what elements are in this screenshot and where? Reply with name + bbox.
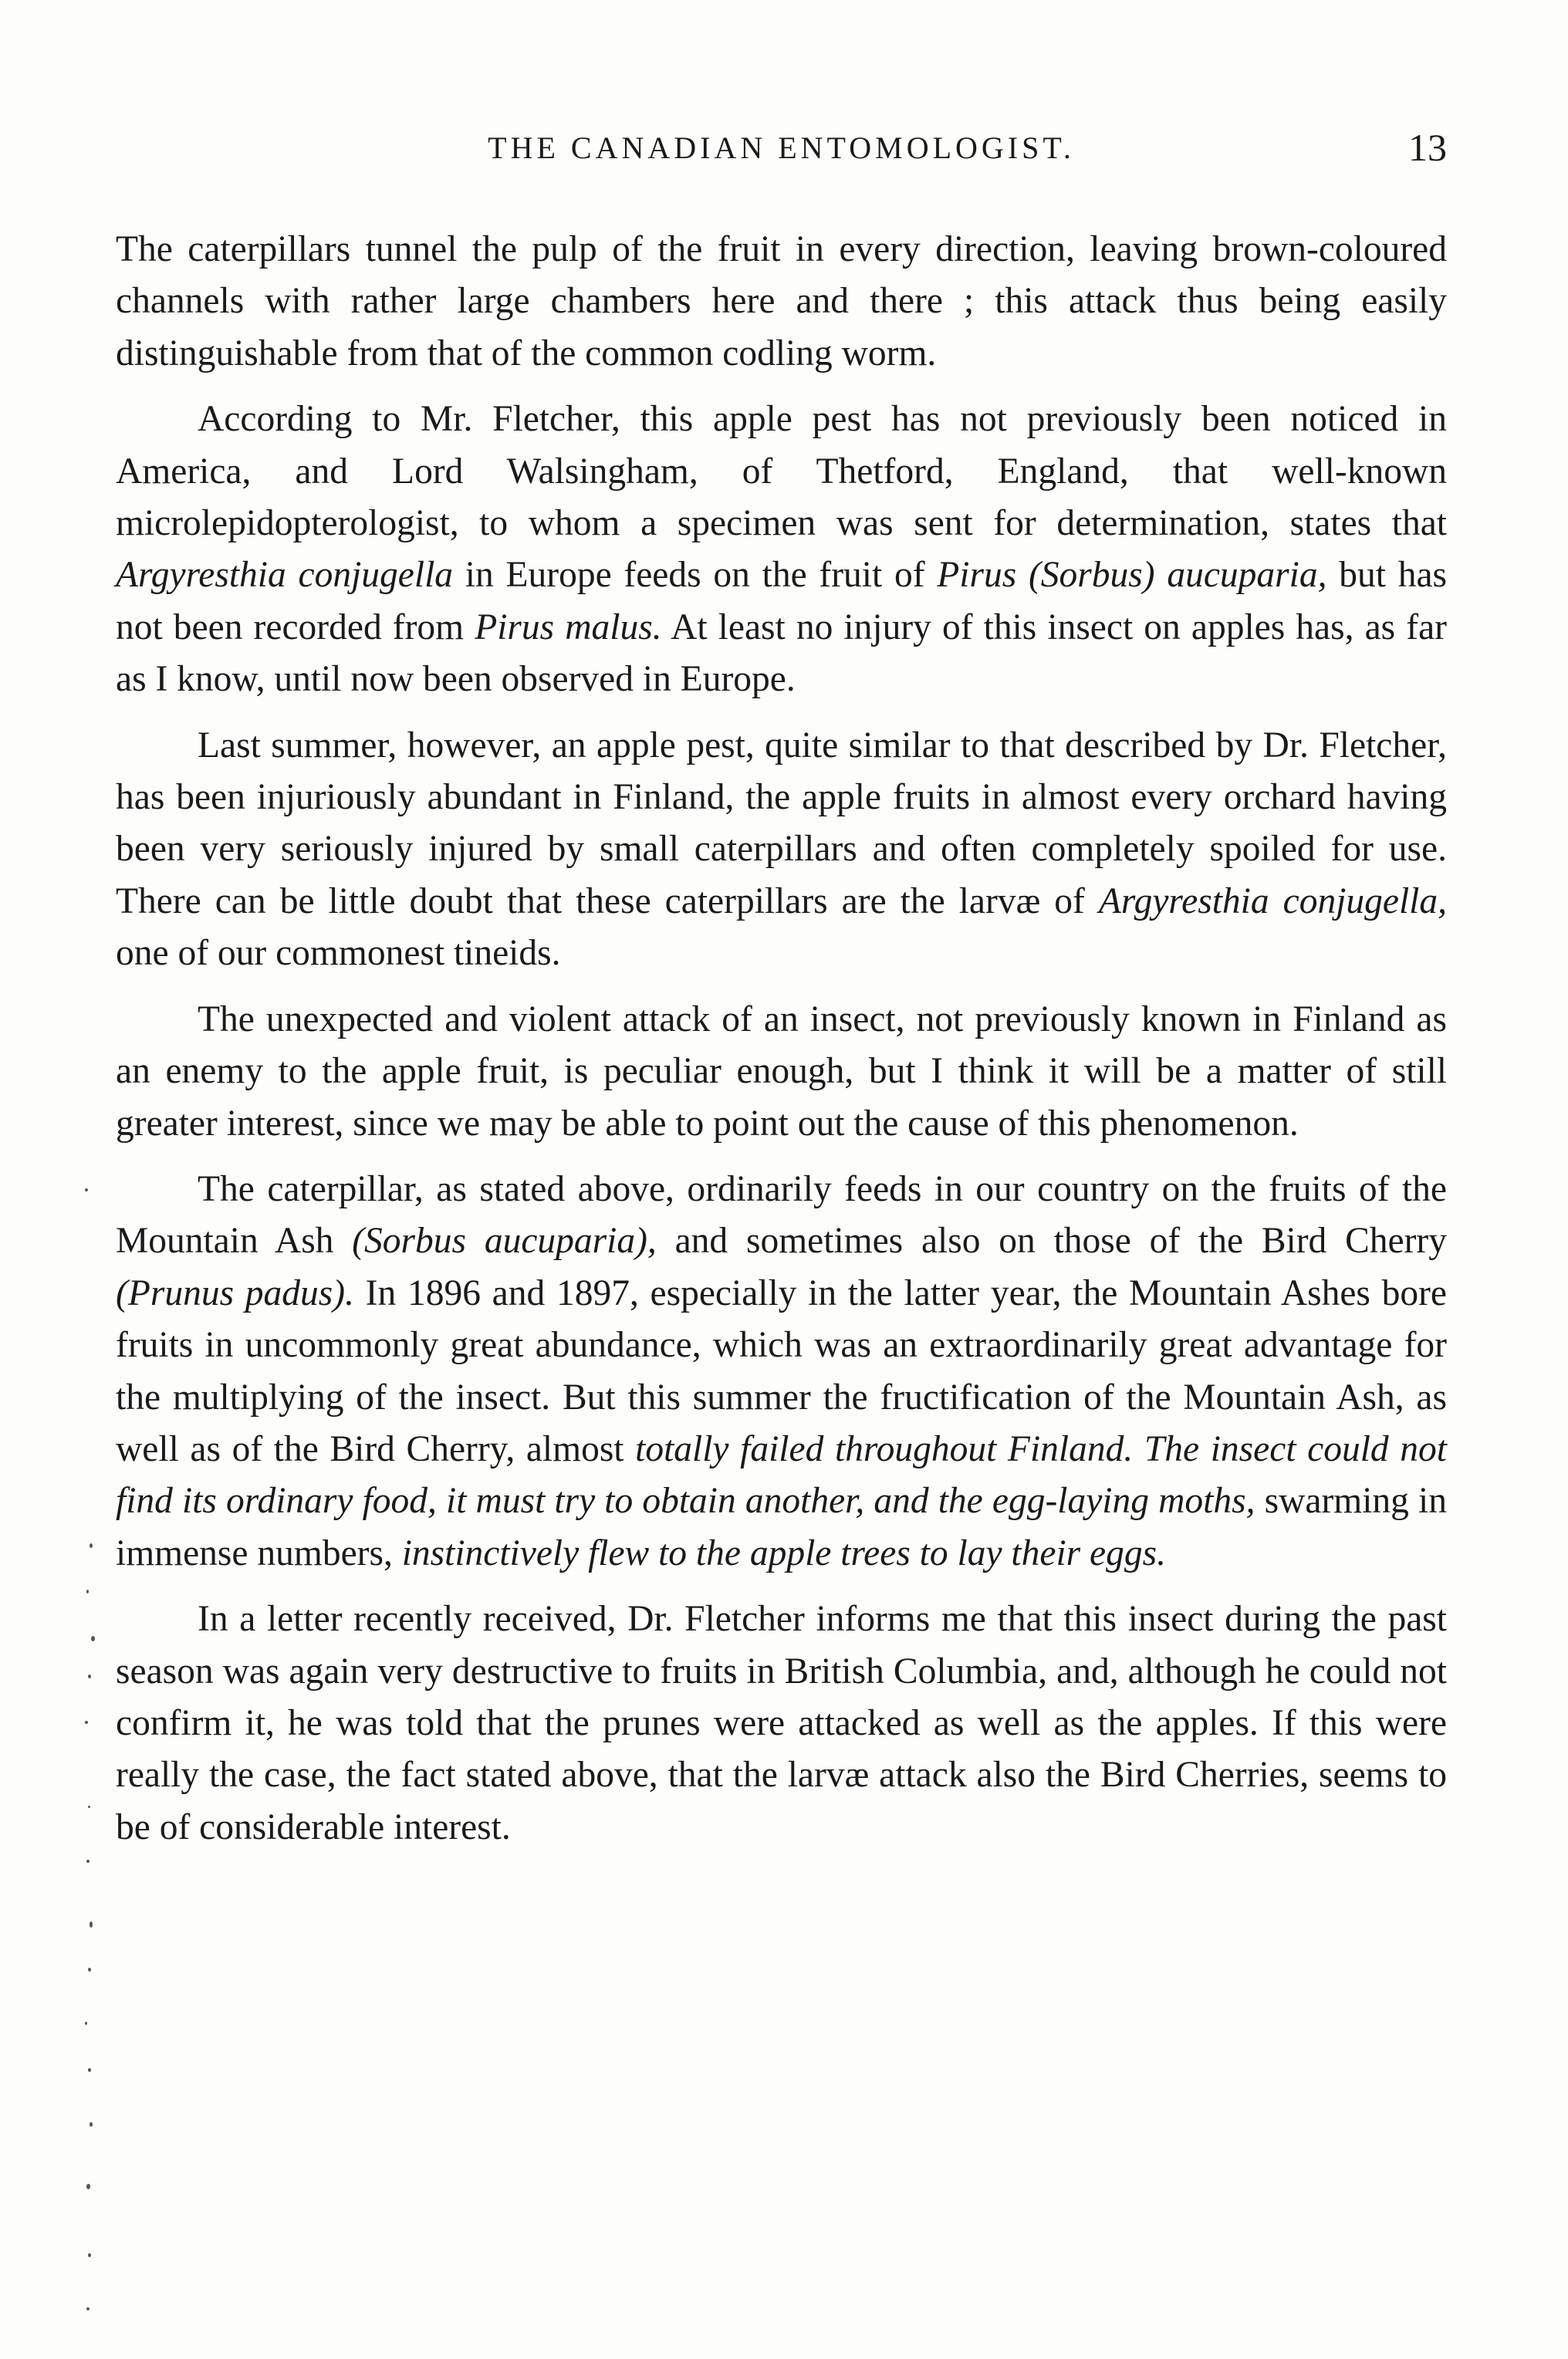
paragraph-6-text: In a letter recently received, Dr. Fletcher informs me that this insect during the past season was again very destructive to fruits in British Columbia, and, although he could not confirm it, he was told that the prunes were attacked as well as the apples. If this were really the case, the fact stated above, that the larvæ attack also the Bird Cherries, seems to be of considerable interest. — [116, 1599, 1447, 1847]
italic-emphasis-final: instinctively flew to the apple trees to lay their eggs. — [401, 1533, 1166, 1573]
species-name-prunus: (Prunus padus). — [116, 1272, 354, 1313]
paragraph-2-part-e: but has not been recorded from — [116, 555, 1448, 647]
scan-margin-specks — [77, 1142, 108, 2346]
scan-speck — [86, 1590, 89, 1594]
paragraph-4-text: The unexpected and violent attack of an insect, not previously known in Finland as an enemy to the apple fruit, is peculiar enough, but I think it will be a matter of still greater interest, since we may be able to point out the cause of this phenomenon. — [116, 999, 1447, 1144]
scan-speck — [91, 1636, 95, 1641]
paragraph-5-part-c: and sometimes also on those of the Bird Cherry — [656, 1221, 1447, 1262]
article-body — [116, 224, 1447, 1867]
scan-speck — [85, 1188, 88, 1191]
paragraph-2-part-g: At least no injury of this insect on apples has, as far as I know, until now been observed in Europe. — [116, 607, 1447, 700]
scan-speck — [88, 2253, 91, 2257]
paragraph-4 — [116, 994, 1447, 1150]
italic-emphasis-passage: totally failed throughout Finland. The insect could not find its ordinary food, it must try to obtain another, and the egg-laying moths, — [116, 1428, 1447, 1522]
scan-speck — [88, 1968, 91, 1972]
scan-speck — [90, 1543, 93, 1548]
scan-speck — [90, 1921, 93, 1928]
scan-speck — [88, 2068, 91, 2072]
paragraph-5-part-a: The caterpillar, as stated above, ordinarily feeds in our country on the fruits of the Mountain Ash — [116, 1168, 1447, 1262]
species-name-pirus-sorbus: Pirus (Sorbus) aucuparia, — [937, 555, 1327, 596]
running-head: THE CANADIAN ENTOMOLOGIST. — [488, 130, 1075, 165]
page-header — [116, 126, 1447, 176]
scan-speck — [86, 2307, 90, 2310]
paragraph-5-part-g: swarming in immense numbers, — [116, 1481, 1447, 1573]
scan-speck — [90, 2122, 93, 2127]
scan-speck — [88, 1675, 91, 1678]
species-name-argyresthia: Argyresthia conjugella — [116, 555, 454, 596]
paragraph-2 — [116, 394, 1447, 705]
paragraph-2-part-a: According to Mr. Fletcher, this apple pest has not previously been noticed in America, and Lord Walsingham, of Thetford, England, that well-known microlepidopterologist, to whom a specimen was sent for determination, states that — [116, 399, 1447, 544]
paragraph-2-part-c: in Europe feeds on the fruit of — [453, 555, 938, 596]
page-number: 13 — [1408, 126, 1447, 169]
paragraph-5-part-e: In 1896 and 1897, especially in the latter year, the Mountain Ashes bore fruits in uncommonly great abundance, which was an extraordinarily great advantage for the multiplying of the insect. But this summer the fructification of the Mountain Ash, as well as of the Bird Cherry, almost — [116, 1272, 1447, 1469]
paragraph-3-part-a: Last summer, however, an apple pest, quite similar to that described by Dr. Fletcher, has been injuriously abundant in Finland, the apple fruits in almost every orchard having been very seriously injured by small caterpillars and often completely spoiled for use. There can be little doubt that these caterpillars are the larvæ of — [116, 725, 1447, 921]
paragraph-1 — [116, 224, 1447, 380]
scan-speck — [85, 1721, 88, 1724]
paragraph-5 — [116, 1164, 1447, 1580]
scan-speck — [88, 1806, 90, 1808]
scan-speck — [86, 1860, 90, 1863]
species-name-pirus-malus: Pirus malus. — [475, 607, 662, 647]
paragraph-3-part-c: one of our commonest tineids. — [116, 933, 561, 974]
scan-speck — [86, 2184, 90, 2189]
paragraph-6 — [116, 1594, 1447, 1854]
paragraph-3 — [116, 720, 1447, 980]
scan-speck — [85, 2022, 87, 2025]
species-name-sorbus: (Sorbus aucuparia), — [352, 1221, 657, 1262]
species-name-argyresthia-2: Argyresthia conjugella, — [1098, 880, 1448, 921]
paragraph-1-text: The caterpillars tunnel the pulp of the fruit in every direction, leaving brown-coloured channels with rather large chambers here and there ; this attack thus being easily distinguishable from that of the common codling worm. — [116, 229, 1447, 373]
